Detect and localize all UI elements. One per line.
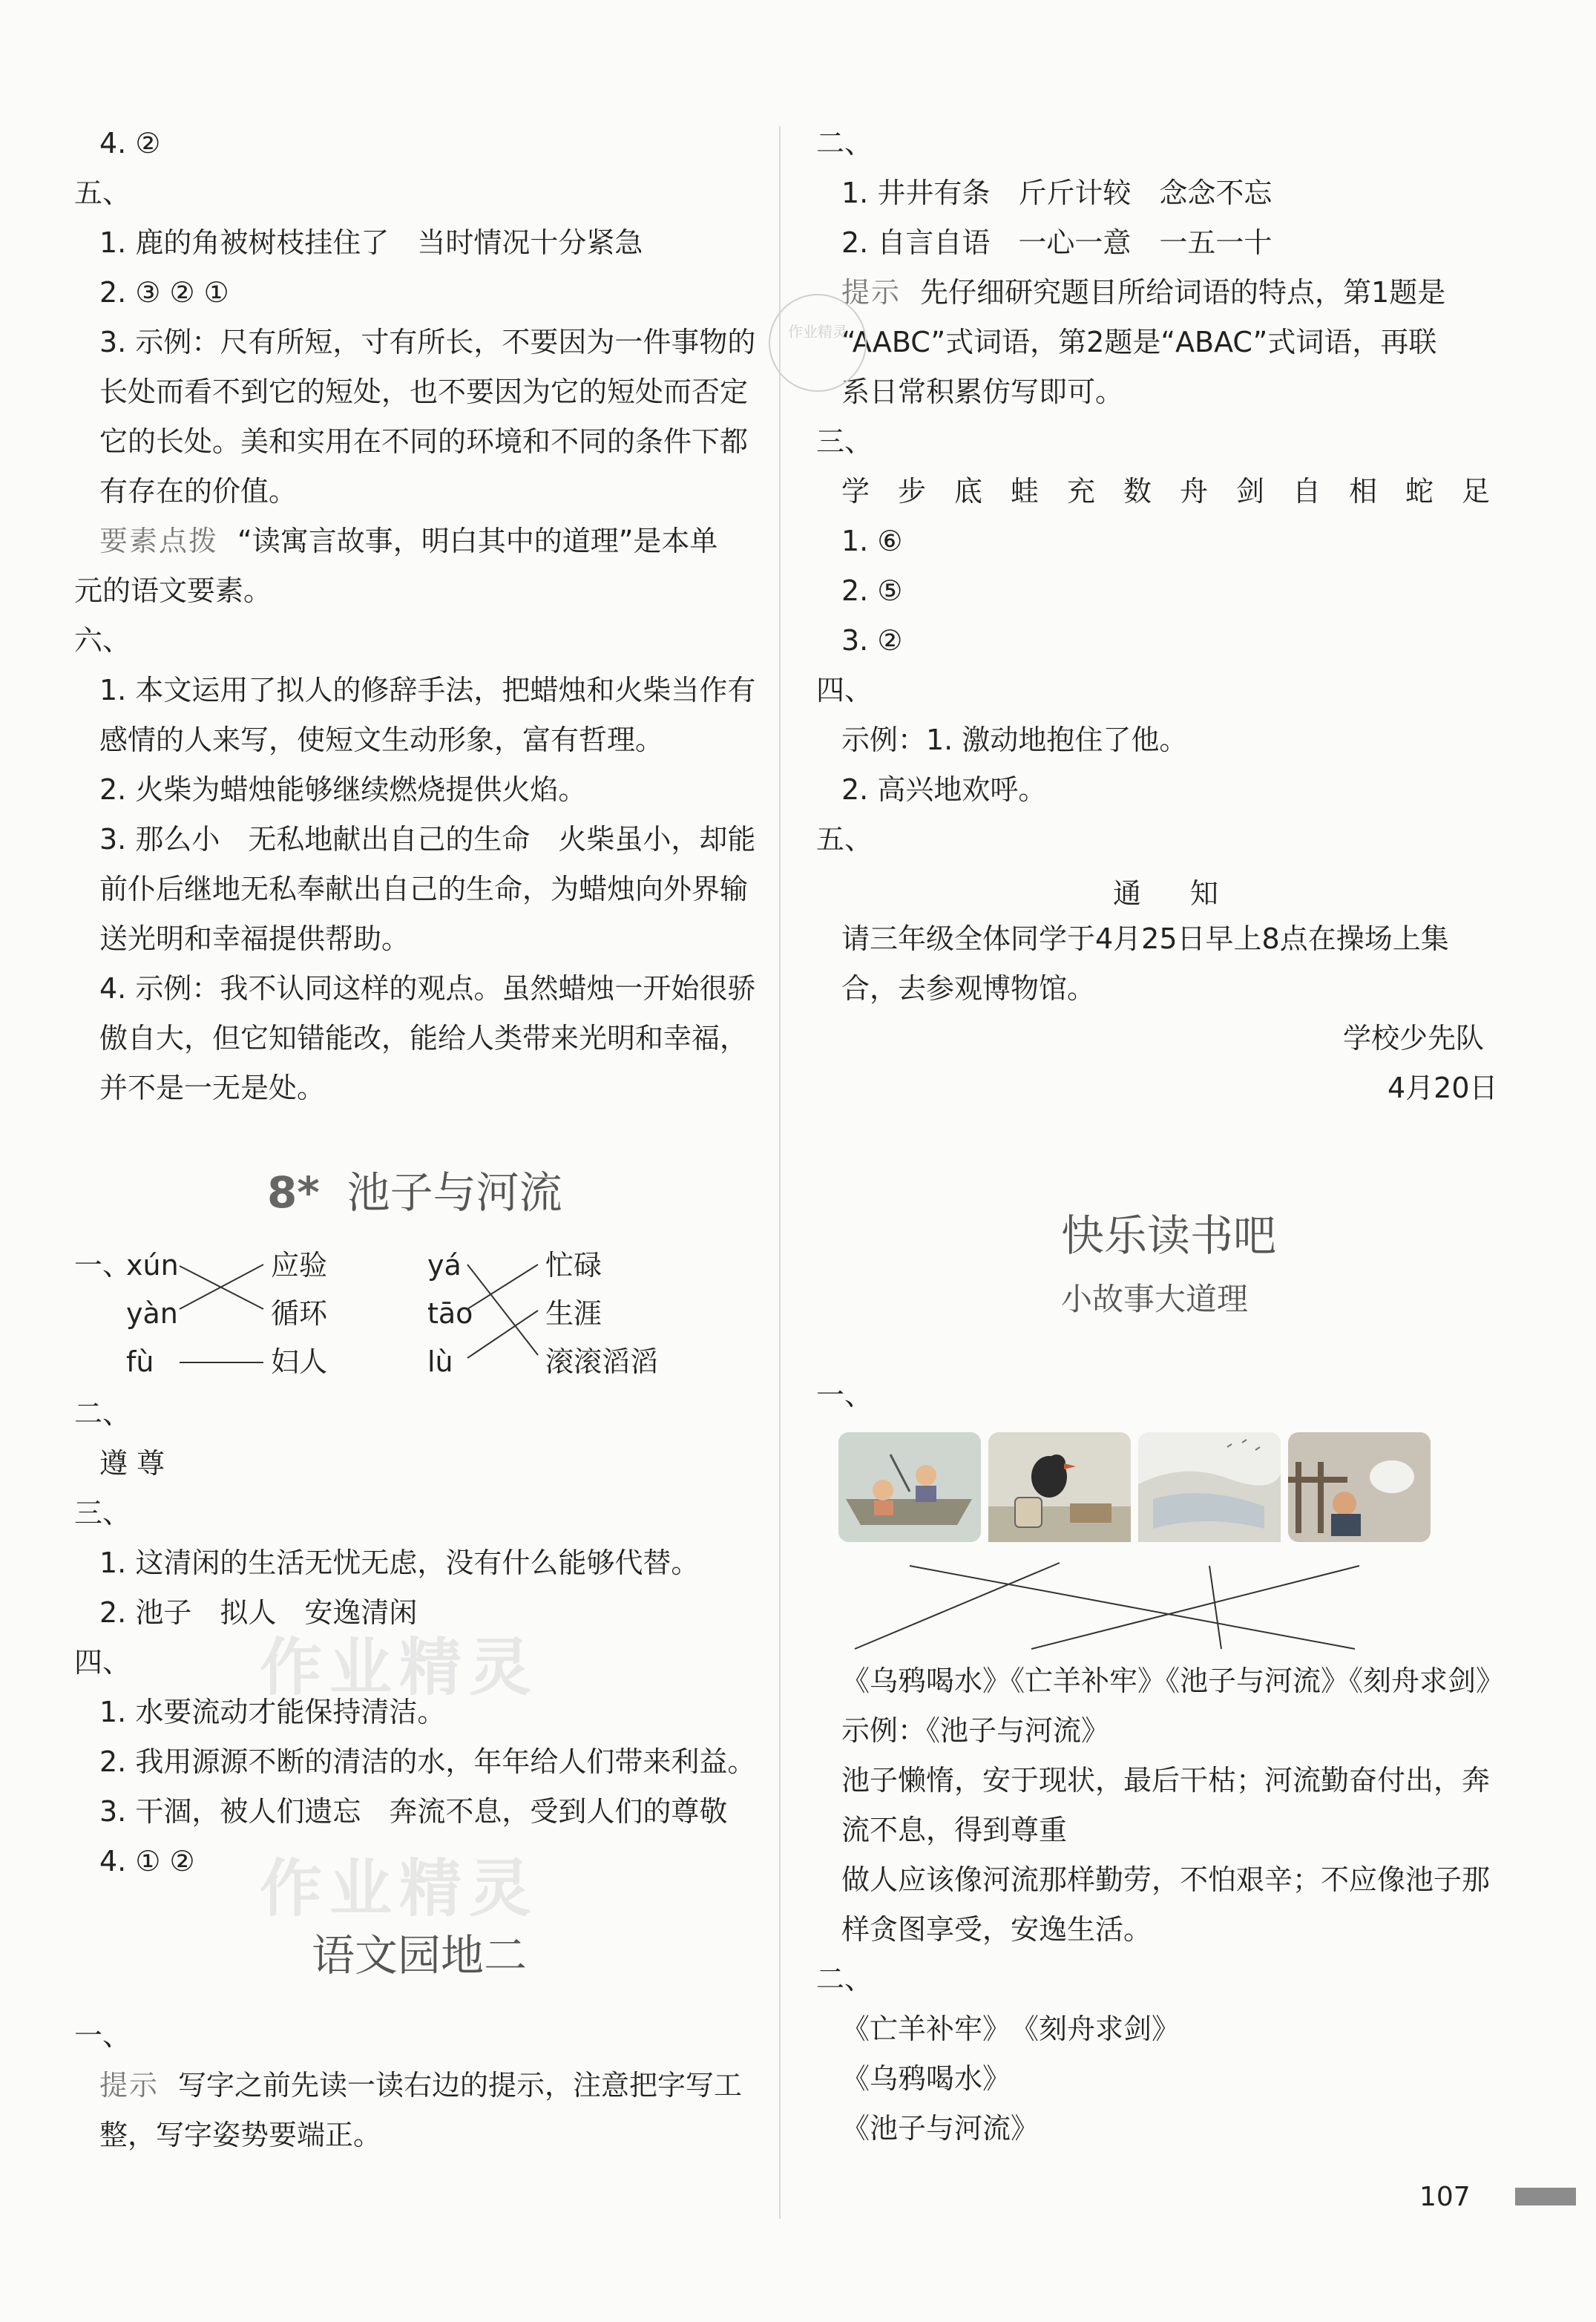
- illustration-crow-water: [988, 1432, 1131, 1542]
- answer-line: 3. 那么小 无私地献出自己的生命 火柴虽小，却能: [99, 823, 756, 856]
- book-titles: 《乌鸦喝水》《亡羊补牢》《池子与河流》《刻舟求剑》: [841, 1665, 1505, 1697]
- answer-line: 4. 示例：我不认同这样的观点。虽然蜡烛一开始很骄: [99, 972, 756, 1005]
- answer-line: 示例：1. 激动地抱住了他。: [841, 724, 1188, 756]
- section-label: 二、: [816, 127, 873, 160]
- answer-line: 长处而看不到它的短处，也不要因为它的短处而否定: [99, 375, 749, 408]
- match-line: [467, 1311, 538, 1358]
- match-line: [1031, 1566, 1359, 1649]
- answer-line: 1. 水要流动才能保持清洁。: [99, 1696, 446, 1728]
- answer-line: 前仆后继地无私奉献出自己的生命，为蜡烛向外界输: [99, 873, 749, 905]
- answer-line: 送光明和幸福提供帮助。: [99, 922, 410, 955]
- section-title-happy-reading: 快乐读书吧: [1061, 1210, 1277, 1261]
- answer-line: 《乌鸦喝水》: [841, 2062, 1011, 2095]
- answer-line: 遵 尊: [99, 1447, 165, 1480]
- match-line: [855, 1563, 1060, 1649]
- watermark: 作业精灵: [260, 1852, 539, 1925]
- answer-line: 流不息，得到尊重: [841, 1814, 1068, 1846]
- watermark: 作业精灵: [260, 1631, 539, 1704]
- key-point-tag: 要素点拨: [99, 525, 219, 557]
- tip-line: [841, 274, 1445, 311]
- answer-line: 《池子与河流》: [841, 2112, 1040, 2145]
- answer-line: 2. 我用源源不断的清洁的水，年年给人们带来利益。: [99, 1745, 756, 1778]
- word: 妇人: [271, 1345, 328, 1378]
- page-number-bar: [1515, 2188, 1576, 2205]
- section-label: 四、: [74, 1646, 131, 1679]
- answer-line: 1. ⑥: [841, 525, 903, 557]
- pinyin: fù: [126, 1345, 154, 1378]
- answer-line: 样贪图享受，安逸生活。: [841, 1913, 1152, 1946]
- notice-title: 通 知: [1113, 877, 1229, 910]
- word: 忙碌: [545, 1249, 602, 1282]
- tip-tag: 提示: [841, 276, 902, 309]
- section-label: 二、: [816, 1963, 873, 1995]
- lesson-title-text: 池子与河流: [347, 1167, 562, 1218]
- answer-line: 3. 干涸，被人们遗忘 奔流不息，受到人们的尊敬: [99, 1795, 728, 1828]
- matching-lines: [52, 1232, 764, 1395]
- key-point-text: “读寓言故事，明白其中的道理”是本单: [237, 525, 718, 557]
- pinyin: yá: [427, 1249, 462, 1282]
- answer-line: 2. ③ ② ①: [99, 276, 229, 309]
- answer-line: 整，写字姿势要端正。: [99, 2119, 382, 2151]
- answer-line: 学 步 底 蛙 充 数 舟 剑 自 相 蛇 足: [841, 475, 1491, 508]
- answer-line: 2. ⑤: [841, 574, 903, 607]
- match-line: [1209, 1566, 1221, 1649]
- match-line: [467, 1265, 538, 1355]
- answer-line: 2. 高兴地欢呼。: [841, 773, 1047, 806]
- answer-line: 做人应该像河流那样勤劳，不怕艰辛；不应像池子那: [841, 1863, 1491, 1896]
- pond-river-illustration: [1138, 1432, 1281, 1542]
- word: 滚滚滔滔: [545, 1345, 659, 1378]
- answer-line: 1. 本文运用了拟人的修辞手法，把蜡烛和火柴当作有: [99, 674, 756, 706]
- notice-date: 4月20日: [1388, 1072, 1498, 1104]
- picture-title-lines: [809, 1551, 1551, 1662]
- answer-line: 1. 这清闲的生活无忧无虑，没有什么能够代替。: [99, 1547, 700, 1579]
- answer-line: 2. 池子 拟人 安逸清闲: [99, 1596, 418, 1629]
- answer-line: 4. ②: [99, 127, 161, 160]
- tip-line: [99, 2067, 742, 2104]
- answer-line: “AABC”式词语，第2题是“ABAC”式词语，再联: [841, 326, 1437, 358]
- section-label: 一、: [74, 1249, 131, 1282]
- notice-body: 请三年级全体同学于4月25日早上8点在操场上集: [841, 922, 1449, 955]
- answer-line: 3. ②: [841, 624, 903, 657]
- section-label: 一、: [74, 2019, 131, 2052]
- answer-line: 《亡羊补牢》 《刻舟求剑》: [841, 2013, 1180, 2045]
- key-point-line: [99, 522, 717, 560]
- answer-line: 元的语文要素。: [74, 574, 272, 607]
- notice-signature: 学校少先队: [1343, 1022, 1485, 1055]
- answer-line: 1. 井井有条 斤斤计较 念念不忘: [841, 177, 1272, 209]
- pinyin: xún: [126, 1249, 179, 1282]
- pinyin: tāo: [427, 1297, 473, 1330]
- lesson-number: 8*: [267, 1167, 320, 1218]
- tip-tag: 提示: [99, 2069, 160, 2102]
- watermark-stamp: 作业精灵: [769, 294, 867, 392]
- pinyin: lù: [427, 1345, 453, 1378]
- illustration-sheep-pen: [1288, 1432, 1431, 1542]
- tip-text: 先仔细研究题目所给词语的特点，第1题是: [920, 276, 1446, 309]
- word: 循环: [271, 1297, 328, 1330]
- section-label: 二、: [74, 1397, 131, 1430]
- answer-line: 系日常积累仿写即可。: [841, 375, 1124, 408]
- answer-line: 它的长处。美和实用在不同的环境和不同的条件下都: [99, 425, 749, 458]
- boat-sword-illustration: [838, 1432, 981, 1542]
- section-subtitle: 小故事大道理: [1061, 1281, 1249, 1317]
- section-label: 三、: [816, 425, 873, 458]
- pinyin: yàn: [126, 1297, 178, 1330]
- illustration-pond-river: [1138, 1432, 1281, 1542]
- answer-line: 有存在的价值。: [99, 475, 298, 508]
- answer-line: 感情的人来写，使短文生动形象，富有哲理。: [99, 724, 664, 756]
- section-title-garden: 语文园地二: [312, 1930, 528, 1981]
- section-label: 六、: [74, 624, 131, 657]
- match-line: [467, 1265, 538, 1309]
- word: 生涯: [545, 1297, 602, 1330]
- answer-line: 傲自大，但它知错能改，能给人类带来光明和幸福，: [99, 1022, 749, 1055]
- crow-water-illustration: [988, 1432, 1131, 1542]
- section-label: 三、: [74, 1497, 131, 1529]
- notice-body: 合，去参观博物馆。: [841, 972, 1096, 1005]
- section-label: 一、: [816, 1379, 873, 1411]
- answer-line: 4. ① ②: [99, 1845, 195, 1877]
- illustration-boat-sword: [838, 1432, 981, 1542]
- column-divider: [779, 126, 781, 2219]
- page-number: 107: [1419, 2182, 1471, 2212]
- answer-line: 并不是一无是处。: [99, 1072, 326, 1104]
- section-label: 四、: [816, 674, 873, 706]
- answer-line: 示例：《池子与河流》: [841, 1714, 1110, 1747]
- lesson-title: [267, 1158, 562, 1220]
- match-line: [910, 1566, 1355, 1649]
- tip-text: 写字之前先读一读右边的提示，注意把字写工: [178, 2069, 743, 2102]
- answer-line: 1. 鹿的角被树枝挂住了 当时情况十分紧急: [99, 226, 643, 259]
- answer-line: 3. 示例：尺有所短，寸有所长，不要因为一件事物的: [99, 326, 756, 358]
- section-label: 五、: [74, 177, 131, 209]
- sheep-pen-illustration: [1288, 1432, 1431, 1542]
- answer-line: 2. 火柴为蜡烛能够继续燃烧提供火焰。: [99, 773, 587, 806]
- answer-line: 池子懒惰，安于现状，最后干枯；河流勤奋付出，奔: [841, 1764, 1491, 1797]
- section-label: 五、: [816, 823, 873, 856]
- word: 应验: [271, 1249, 328, 1282]
- answer-line: 2. 自言自语 一心一意 一五一十: [841, 226, 1272, 259]
